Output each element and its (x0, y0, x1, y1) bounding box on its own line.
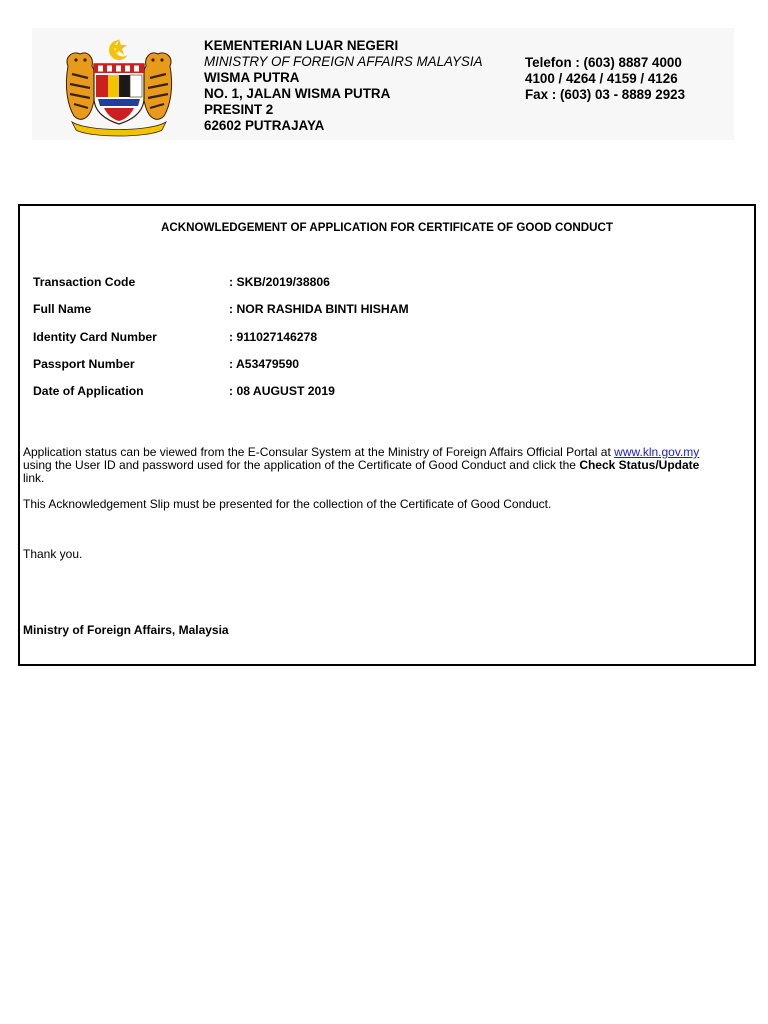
address-line-4: 62602 PUTRAJAYA (204, 117, 325, 133)
address-line-1: WISMA PUTRA (204, 69, 300, 85)
slip-title: ACKNOWLEDGEMENT OF APPLICATION FOR CERTIFICATE OF GOOD CONDUCT (161, 221, 613, 234)
fax-line: Fax : (603) 03 - 8889 2923 (525, 86, 686, 102)
status-text-2-line (23, 459, 751, 472)
detail-value: : 08 AUGUST 2019 (229, 384, 335, 399)
detail-label: Transaction Code (33, 275, 136, 289)
detail-label: Date of Application (33, 384, 144, 399)
detail-value: : NOR RASHIDA BINTI HISHAM (229, 302, 409, 317)
status-instructions (23, 446, 751, 484)
ministry-address-block (204, 38, 483, 133)
presentation-note: This Acknowledgement Slip must be presented for the collection of the Certificate of Good Conduct. (23, 497, 552, 511)
address-line-3: PRESINT 2 (204, 101, 274, 117)
phone-line-1: Telefon : (603) 8887 4000 (525, 55, 682, 70)
detail-label: Full Name (33, 302, 92, 317)
detail-value: : A53479590 (229, 356, 300, 371)
address-line-2: NO. 1, JALAN WISMA PUTRA (204, 85, 391, 101)
check-status-link-label: Check Status/Update (579, 457, 700, 472)
acknowledgement-slip (18, 204, 756, 666)
status-text-3: link. (23, 470, 45, 485)
malaysia-coat-of-arms-icon (58, 36, 180, 138)
contact-block (525, 55, 685, 103)
ministry-name-malay: KEMENTERIAN LUAR NEGERI (204, 38, 399, 53)
detail-label: Passport Number (33, 356, 135, 371)
thank-you-text: Thank you. (23, 547, 83, 561)
portal-link[interactable]: www.kln.gov.my (614, 445, 700, 459)
status-text-2: using the User ID and password used for the application of the Certificate of Good Conduct and click the (23, 457, 580, 472)
detail-label: Identity Card Number (33, 329, 157, 344)
status-text-1: Application status can be viewed from the E-Consular System at the Ministry of Foreign Affairs Official Portal at (23, 445, 615, 459)
detail-value: : SKB/2019/38806 (229, 275, 330, 289)
letterhead (32, 28, 734, 140)
signature-line: Ministry of Foreign Affairs, Malaysia (23, 623, 229, 637)
ministry-name-english: MINISTRY OF FOREIGN AFFAIRS MALAYSIA (204, 53, 483, 69)
phone-line-2: 4100 / 4264 / 4159 / 4126 (525, 70, 678, 86)
detail-value: : 911027146278 (229, 329, 318, 344)
